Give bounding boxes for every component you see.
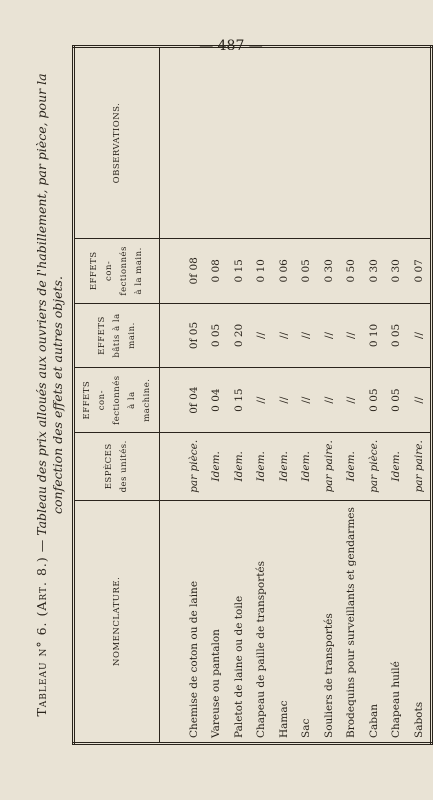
- row-unit: Idem.: [250, 432, 273, 500]
- row-observations: [228, 47, 251, 239]
- row-machine: //: [250, 368, 273, 433]
- row-main: 0 07: [408, 238, 432, 303]
- row-batis: //: [318, 303, 341, 368]
- row-name: Chapeau de paille de transportés: [255, 560, 268, 738]
- row-batis: 0 05: [385, 303, 408, 368]
- table-row: [250, 47, 273, 744]
- row-observations: [183, 47, 206, 239]
- row-name: Brodequins pour surveillants et gendarmes: [345, 507, 358, 738]
- row-name: Souliers de transportés: [322, 613, 335, 738]
- header-nomenclature: NOMENCLATURE.: [74, 500, 160, 743]
- table-row: [385, 47, 408, 744]
- row-unit: par paire.: [408, 432, 432, 500]
- row-machine: 0 05: [385, 368, 408, 433]
- row-machine: //: [273, 368, 296, 433]
- price-table: [72, 45, 433, 745]
- row-name: Sac: [300, 718, 313, 738]
- row-unit: Idem.: [273, 432, 296, 500]
- row-main: 0 30: [363, 238, 386, 303]
- row-unit: par pièce.: [363, 432, 386, 500]
- row-observations: [340, 47, 363, 239]
- table-title-lead: Tableau n° 6. (Art. 8.): [34, 556, 49, 717]
- table-row: [183, 47, 206, 744]
- table-row: [363, 47, 386, 744]
- row-machine: //: [408, 368, 432, 433]
- row-batis: //: [295, 303, 318, 368]
- row-machine: //: [340, 368, 363, 433]
- row-name: Paletot de laine ou de toile: [232, 595, 245, 738]
- page-number: — 487 —: [199, 38, 263, 54]
- row-unit: Idem.: [295, 432, 318, 500]
- row-observations: [295, 47, 318, 239]
- row-main: 0 06: [273, 238, 296, 303]
- table-row: [228, 47, 251, 744]
- header-machine: EFFETS con- fectionnés à la machine.: [74, 368, 160, 433]
- row-unit: par paire.: [318, 432, 341, 500]
- table-row: [340, 47, 363, 744]
- header-batis: EFFETS bâtis à la main.: [74, 303, 160, 368]
- row-name: Caban: [367, 703, 380, 738]
- row-machine: 0f 04: [183, 368, 206, 433]
- table-row: [295, 47, 318, 744]
- row-observations: [205, 47, 228, 239]
- row-observations: [385, 47, 408, 239]
- row-main: 0 50: [340, 238, 363, 303]
- row-observations: [273, 47, 296, 239]
- row-name: Hamac: [277, 700, 290, 738]
- table-title-text: — Tableau des prix alloués aux ouvriers de l'habillement, par pièce, pour la confection des effets et autres objets.: [34, 73, 65, 553]
- row-unit: Idem.: [228, 432, 251, 500]
- row-main: 0 30: [385, 238, 408, 303]
- row-batis: //: [250, 303, 273, 368]
- row-machine: //: [318, 368, 341, 433]
- rotated-table-block: [34, 45, 425, 745]
- table-row: [318, 47, 341, 744]
- row-main: 0 10: [250, 238, 273, 303]
- header-observations: OBSERVATIONS.: [74, 47, 160, 239]
- row-name: Chapeau huilé: [390, 661, 403, 738]
- row-machine: 0 05: [363, 368, 386, 433]
- header-main: EFFETS con- fectionnés à la main.: [74, 238, 160, 303]
- row-batis: 0 05: [205, 303, 228, 368]
- header-row: [74, 47, 160, 744]
- row-unit: Idem.: [340, 432, 363, 500]
- row-name: Sabots: [412, 701, 425, 738]
- row-main: 0 30: [318, 238, 341, 303]
- row-machine: 0 15: [228, 368, 251, 433]
- spacer-row: [160, 47, 183, 744]
- row-main: 0 15: [228, 238, 251, 303]
- row-batis: 0 20: [228, 303, 251, 368]
- row-observations: [318, 47, 341, 239]
- header-especes: ESPÈCES des unités.: [74, 432, 160, 500]
- row-unit: Idem.: [205, 432, 228, 500]
- row-main: 0 05: [295, 238, 318, 303]
- row-batis: //: [340, 303, 363, 368]
- row-observations: [408, 47, 432, 239]
- table-title: [34, 45, 70, 745]
- row-machine: 0 04: [205, 368, 228, 433]
- row-batis: //: [273, 303, 296, 368]
- row-main: 0f 08: [183, 238, 206, 303]
- row-batis: 0f 05: [183, 303, 206, 368]
- row-batis: //: [408, 303, 432, 368]
- row-main: 0 08: [205, 238, 228, 303]
- row-machine: //: [295, 368, 318, 433]
- table-row: [273, 47, 296, 744]
- row-observations: [250, 47, 273, 239]
- row-unit: par pièce.: [183, 432, 206, 500]
- row-name: Vareuse ou pantalon: [210, 629, 223, 738]
- row-observations: [363, 47, 386, 239]
- row-unit: Idem.: [385, 432, 408, 500]
- row-name: Chemise de coton ou de laine: [187, 580, 200, 738]
- row-batis: 0 10: [363, 303, 386, 368]
- table-row: [408, 47, 432, 744]
- table-row: [205, 47, 228, 744]
